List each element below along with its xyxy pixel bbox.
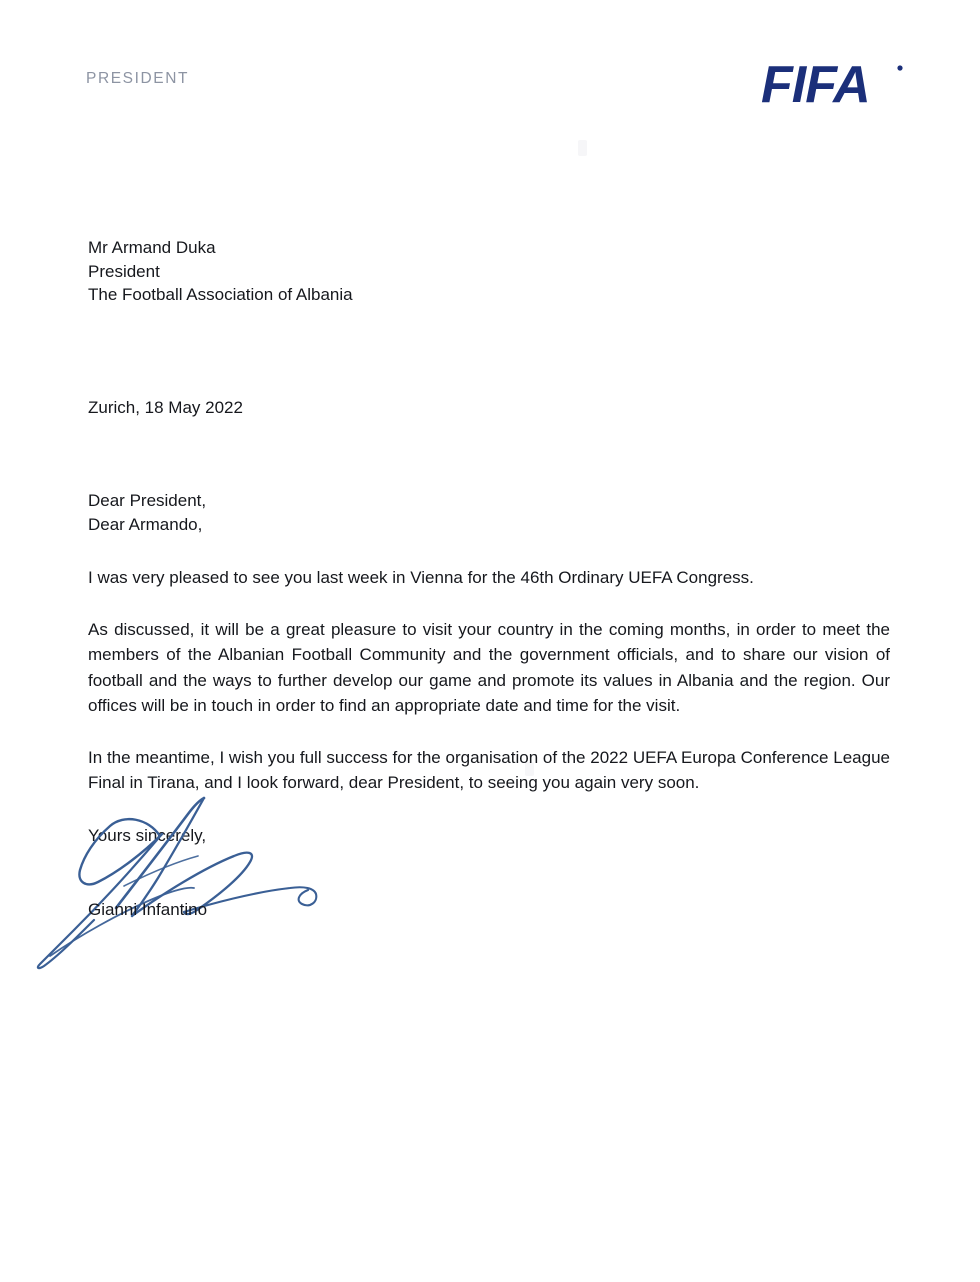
salutation-line-1: Dear President, bbox=[88, 491, 207, 510]
scan-artifact bbox=[578, 140, 587, 156]
addressee-name: Mr Armand Duka bbox=[88, 238, 216, 257]
salutation-block bbox=[88, 489, 890, 536]
handwritten-signature-icon bbox=[28, 790, 358, 970]
addressee-block bbox=[88, 236, 890, 307]
letterhead bbox=[0, 56, 980, 136]
body-paragraph-3: In the meantime, I wish you full success for the organisation of the 2022 UEFA Europa Conference League Final in Tirana, and I look forward, dear President, to seeing you again very soon. bbox=[88, 747, 890, 792]
signatory-name: Gianni Infantino bbox=[88, 900, 208, 919]
valediction: Yours sincerely, bbox=[88, 825, 207, 845]
addressee-organisation: The Football Association of Albania bbox=[88, 285, 353, 304]
salutation-line-2: Dear Armando, bbox=[88, 514, 203, 534]
letter-body bbox=[88, 236, 890, 847]
addressee-title: President bbox=[88, 261, 160, 281]
signature-block bbox=[28, 790, 388, 980]
date-line: Zurich, 18 May 2022 bbox=[88, 397, 243, 417]
fifa-logo bbox=[761, 56, 907, 114]
letterhead-title: PRESIDENT bbox=[86, 70, 190, 87]
body-paragraph-1: I was very pleased to see you last week in Vienna for the 46th Ordinary UEFA Congress. bbox=[88, 568, 754, 587]
body-paragraph-2: As discussed, it will be a great pleasure to visit your country in the coming months, in order to meet the members of the Albanian Football Community and the government officials, and to share our vision of football and the ways to further develop our game and promote its values in Albania and the region. Our offices will be in touch in order to find an appropriate date and time for the visit. bbox=[88, 619, 890, 715]
svg-text:FIFA: FIFA bbox=[761, 56, 870, 114]
